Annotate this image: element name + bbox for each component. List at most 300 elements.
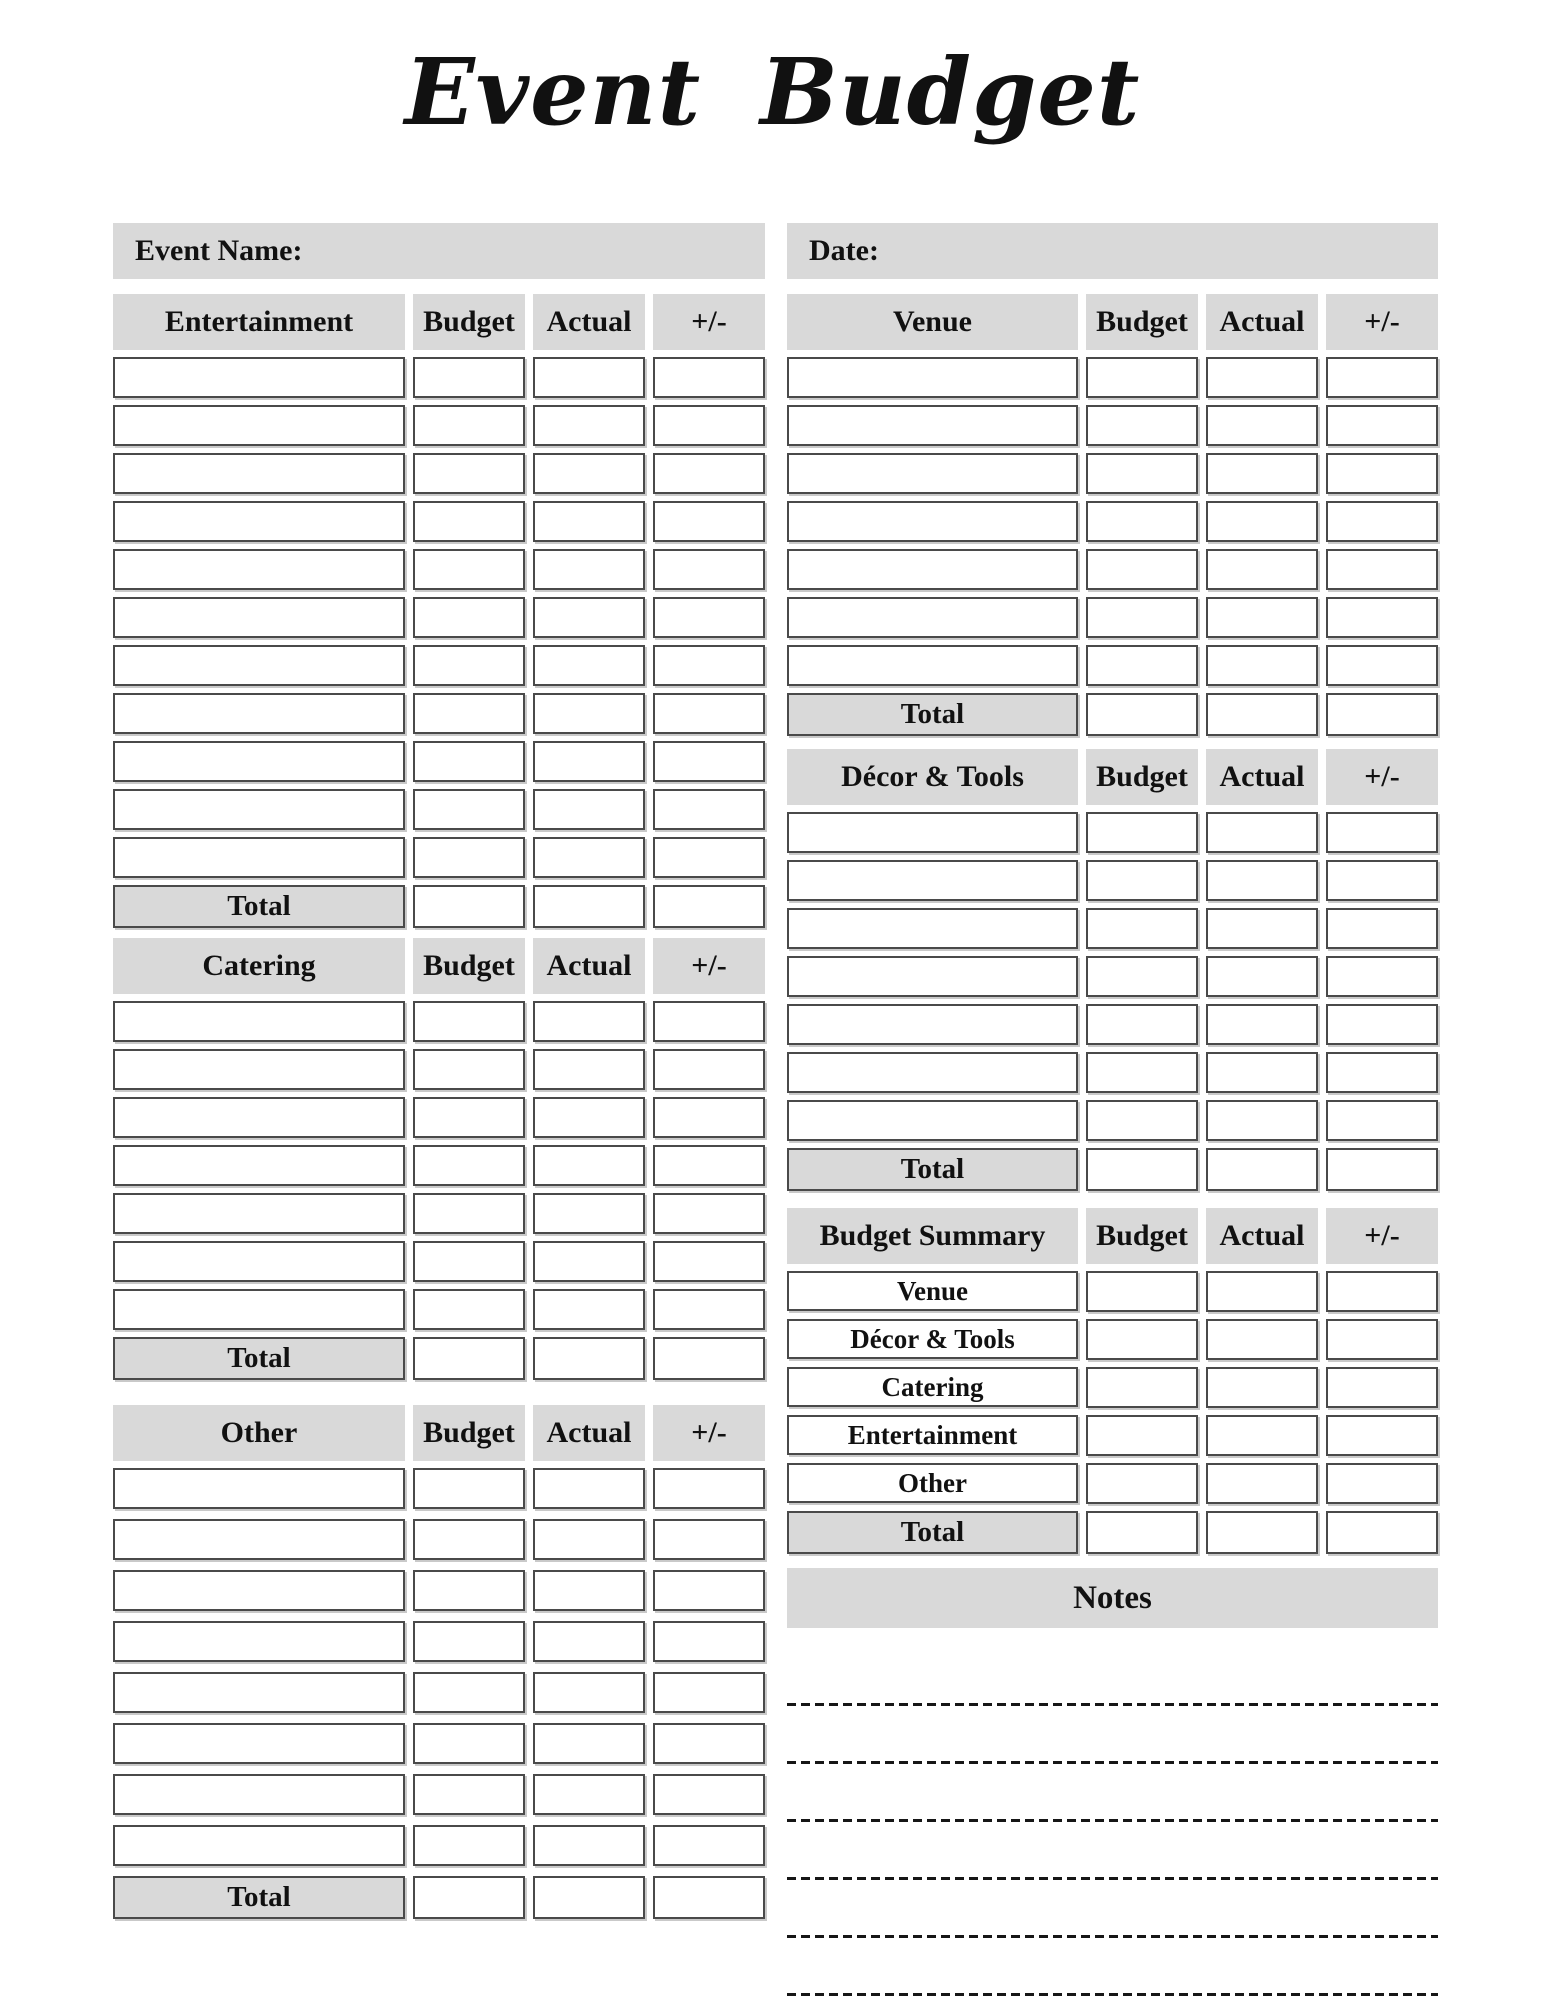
diff-cell[interactable]	[653, 597, 765, 638]
section-budget-summary	[787, 1208, 1438, 1554]
diff-cell[interactable]	[653, 645, 765, 686]
budget-cell[interactable]	[413, 1723, 525, 1764]
actual-cell[interactable]	[533, 1145, 645, 1186]
actual-cell[interactable]	[533, 1468, 645, 1509]
budget-cell[interactable]	[413, 789, 525, 830]
total-diff-cell[interactable]	[653, 1876, 765, 1919]
diff-cell[interactable]	[653, 405, 765, 446]
diff-cell[interactable]	[1326, 1100, 1438, 1141]
column-header-budget: Budget	[413, 938, 525, 994]
table-row	[787, 1052, 1438, 1093]
event-name-bar	[113, 223, 765, 279]
total-diff-cell[interactable]	[1326, 1148, 1438, 1191]
table-row	[787, 1004, 1438, 1045]
actual-cell[interactable]	[533, 1049, 645, 1090]
notes-section	[787, 1568, 1438, 2000]
budget-cell[interactable]	[413, 1049, 525, 1090]
item-name-cell[interactable]	[787, 645, 1078, 686]
budget-cell[interactable]	[1086, 453, 1198, 494]
actual-cell[interactable]	[533, 1621, 645, 1662]
diff-cell[interactable]	[653, 741, 765, 782]
budget-cell[interactable]	[1086, 1100, 1198, 1141]
table-row	[113, 741, 765, 782]
actual-cell[interactable]	[1206, 1004, 1318, 1045]
date-bar	[787, 223, 1438, 279]
item-name-cell[interactable]	[113, 405, 405, 446]
total-actual-cell[interactable]	[1206, 1148, 1318, 1191]
budget-cell[interactable]	[1086, 645, 1198, 686]
budget-cell[interactable]	[413, 357, 525, 398]
table-row	[113, 789, 765, 830]
summary-total-row	[787, 1511, 1438, 1554]
actual-cell[interactable]	[533, 1289, 645, 1330]
table-row	[113, 1193, 765, 1234]
item-name-cell[interactable]	[113, 1193, 405, 1234]
notes-writing-area	[787, 1703, 1438, 1996]
summary-label-cell: Décor & Tools	[787, 1319, 1078, 1359]
diff-cell[interactable]	[1326, 908, 1438, 949]
item-name-cell[interactable]	[113, 1621, 405, 1662]
budget-cell[interactable]	[1086, 908, 1198, 949]
actual-cell[interactable]	[1206, 549, 1318, 590]
item-name-cell[interactable]	[787, 357, 1078, 398]
table-row	[787, 645, 1438, 686]
column-header-budget: Budget	[413, 1405, 525, 1461]
total-diff-cell[interactable]	[653, 885, 765, 928]
diff-cell[interactable]	[1326, 1052, 1438, 1093]
table-row	[787, 597, 1438, 638]
diff-cell[interactable]	[653, 1193, 765, 1234]
item-name-cell[interactable]	[787, 597, 1078, 638]
column-header-actual: Actual	[1206, 749, 1318, 805]
item-name-cell[interactable]	[113, 1468, 405, 1509]
item-name-cell[interactable]	[113, 1774, 405, 1815]
actual-cell[interactable]	[533, 549, 645, 590]
item-name-cell[interactable]	[113, 1001, 405, 1042]
other-total-row	[113, 1876, 765, 1919]
note-line[interactable]	[787, 1761, 1438, 1764]
table-row	[787, 908, 1438, 949]
diff-cell[interactable]	[653, 1097, 765, 1138]
diff-cell[interactable]	[1326, 405, 1438, 446]
actual-cell[interactable]	[1206, 357, 1318, 398]
budget-summary-header-row	[787, 1208, 1438, 1264]
item-name-cell[interactable]	[113, 1519, 405, 1560]
actual-cell[interactable]	[533, 453, 645, 494]
column-header-budget: Budget	[413, 294, 525, 350]
summary-label-cell: Other	[787, 1463, 1078, 1503]
summary-actual-cell[interactable]	[1206, 1367, 1318, 1408]
note-line[interactable]	[787, 1993, 1438, 1996]
left-column	[113, 0, 765, 2000]
total-label-cell: Total	[787, 1148, 1078, 1191]
actual-cell[interactable]	[1206, 645, 1318, 686]
event-name-label: Event Name:	[135, 234, 303, 267]
table-row	[787, 812, 1438, 853]
item-name-cell[interactable]	[113, 549, 405, 590]
section-title-entertainment: Entertainment	[113, 294, 405, 350]
diff-cell[interactable]	[1326, 645, 1438, 686]
total-budget-cell[interactable]	[413, 1337, 525, 1380]
table-row	[113, 453, 765, 494]
table-row	[113, 1001, 765, 1042]
item-name-cell[interactable]	[787, 860, 1078, 901]
table-row	[113, 1723, 765, 1764]
total-budget-cell[interactable]	[1086, 693, 1198, 736]
column-header-actual: Actual	[533, 1405, 645, 1461]
notes-title: Notes	[1073, 1579, 1152, 1616]
budget-cell[interactable]	[1086, 812, 1198, 853]
diff-cell[interactable]	[653, 789, 765, 830]
item-name-cell[interactable]	[113, 741, 405, 782]
actual-cell[interactable]	[533, 405, 645, 446]
actual-cell[interactable]	[1206, 908, 1318, 949]
total-label-cell: Total	[113, 885, 405, 928]
budget-cell[interactable]	[1086, 405, 1198, 446]
total-actual-cell[interactable]	[533, 885, 645, 928]
actual-cell[interactable]	[533, 1001, 645, 1042]
budget-cell[interactable]	[413, 1570, 525, 1611]
actual-cell[interactable]	[1206, 453, 1318, 494]
section-other	[113, 1405, 765, 1919]
table-row	[113, 597, 765, 638]
diff-cell[interactable]	[653, 549, 765, 590]
diff-cell[interactable]	[653, 837, 765, 878]
decor-header-row	[787, 749, 1438, 805]
table-row	[113, 1774, 765, 1815]
diff-cell[interactable]	[1326, 597, 1438, 638]
column-header-diff: +/-	[1326, 1208, 1438, 1264]
budget-cell[interactable]	[413, 1468, 525, 1509]
item-name-cell[interactable]	[113, 645, 405, 686]
table-row	[787, 1100, 1438, 1141]
budget-cell[interactable]	[413, 1774, 525, 1815]
budget-cell[interactable]	[413, 1621, 525, 1662]
item-name-cell[interactable]	[113, 1145, 405, 1186]
summary-row	[787, 1415, 1438, 1456]
budget-cell[interactable]	[413, 1193, 525, 1234]
budget-cell[interactable]	[413, 1241, 525, 1282]
table-row	[787, 501, 1438, 542]
section-title-catering: Catering	[113, 938, 405, 994]
actual-cell[interactable]	[1206, 956, 1318, 997]
budget-cell[interactable]	[413, 501, 525, 542]
column-header-diff: +/-	[653, 294, 765, 350]
budget-cell[interactable]	[1086, 956, 1198, 997]
section-title-decor-tools: Décor & Tools	[787, 749, 1078, 805]
date-field[interactable]	[879, 223, 1438, 279]
actual-cell[interactable]	[533, 597, 645, 638]
summary-budget-cell[interactable]	[1086, 1271, 1198, 1312]
actual-cell[interactable]	[533, 1723, 645, 1764]
budget-cell[interactable]	[413, 405, 525, 446]
notes-header	[787, 1568, 1438, 1628]
diff-cell[interactable]	[653, 453, 765, 494]
column-header-actual: Actual	[533, 938, 645, 994]
budget-cell[interactable]	[413, 741, 525, 782]
table-row	[113, 645, 765, 686]
table-row	[113, 1519, 765, 1560]
actual-cell[interactable]	[533, 1570, 645, 1611]
catering-total-row	[113, 1337, 765, 1380]
summary-budget-cell[interactable]	[1086, 1367, 1198, 1408]
budget-cell[interactable]	[413, 597, 525, 638]
column-header-budget: Budget	[1086, 1208, 1198, 1264]
item-name-cell[interactable]	[113, 837, 405, 878]
budget-cell[interactable]	[1086, 1052, 1198, 1093]
item-name-cell[interactable]	[787, 405, 1078, 446]
summary-actual-cell[interactable]	[1206, 1319, 1318, 1360]
summary-diff-cell[interactable]	[1326, 1415, 1438, 1456]
table-row	[113, 1097, 765, 1138]
budget-cell[interactable]	[413, 693, 525, 734]
actual-cell[interactable]	[1206, 860, 1318, 901]
diff-cell[interactable]	[653, 1241, 765, 1282]
column-header-budget: Budget	[1086, 749, 1198, 805]
budget-cell[interactable]	[413, 1289, 525, 1330]
note-line[interactable]	[787, 1819, 1438, 1822]
date-label: Date:	[809, 234, 879, 267]
item-name-cell[interactable]	[113, 1049, 405, 1090]
venue-header-row	[787, 294, 1438, 350]
item-name-cell[interactable]	[787, 453, 1078, 494]
budget-cell[interactable]	[413, 453, 525, 494]
budget-cell[interactable]	[1086, 357, 1198, 398]
section-title-other: Other	[113, 1405, 405, 1461]
budget-cell[interactable]	[1086, 597, 1198, 638]
budget-cell[interactable]	[413, 1825, 525, 1866]
event-name-field[interactable]	[302, 223, 765, 279]
budget-cell[interactable]	[413, 549, 525, 590]
actual-cell[interactable]	[533, 501, 645, 542]
item-name-cell[interactable]	[113, 1825, 405, 1866]
actual-cell[interactable]	[1206, 1100, 1318, 1141]
diff-cell[interactable]	[1326, 812, 1438, 853]
budget-cell[interactable]	[413, 645, 525, 686]
section-title-budget-summary: Budget Summary	[787, 1208, 1078, 1264]
diff-cell[interactable]	[653, 357, 765, 398]
diff-cell[interactable]	[653, 1774, 765, 1815]
actual-cell[interactable]	[533, 1097, 645, 1138]
total-diff-cell[interactable]	[653, 1337, 765, 1380]
table-row	[113, 1570, 765, 1611]
summary-budget-cell[interactable]	[1086, 1415, 1198, 1456]
summary-label-cell: Catering	[787, 1367, 1078, 1407]
table-row	[113, 549, 765, 590]
column-header-diff: +/-	[653, 938, 765, 994]
entertainment-header-row	[113, 294, 765, 350]
table-row	[113, 1145, 765, 1186]
column-header-diff: +/-	[1326, 749, 1438, 805]
table-row	[787, 405, 1438, 446]
diff-cell[interactable]	[1326, 549, 1438, 590]
diff-cell[interactable]	[653, 1621, 765, 1662]
table-row	[113, 405, 765, 446]
item-name-cell[interactable]	[787, 1052, 1078, 1093]
diff-cell[interactable]	[1326, 501, 1438, 542]
table-row	[113, 501, 765, 542]
item-name-cell[interactable]	[113, 597, 405, 638]
diff-cell[interactable]	[653, 501, 765, 542]
actual-cell[interactable]	[533, 1825, 645, 1866]
table-row	[113, 1241, 765, 1282]
total-budget-cell[interactable]	[413, 885, 525, 928]
total-diff-cell[interactable]	[1326, 1511, 1438, 1554]
diff-cell[interactable]	[653, 1049, 765, 1090]
actual-cell[interactable]	[533, 693, 645, 734]
table-row	[787, 549, 1438, 590]
summary-actual-cell[interactable]	[1206, 1271, 1318, 1312]
actual-cell[interactable]	[533, 741, 645, 782]
note-line[interactable]	[787, 1703, 1438, 1706]
section-entertainment	[113, 294, 765, 928]
entertainment-total-row	[113, 885, 765, 928]
venue-total-row	[787, 693, 1438, 736]
item-name-cell[interactable]	[113, 1723, 405, 1764]
diff-cell[interactable]	[653, 1145, 765, 1186]
actual-cell[interactable]	[533, 1241, 645, 1282]
actual-cell[interactable]	[533, 357, 645, 398]
item-name-cell[interactable]	[113, 357, 405, 398]
right-column	[787, 0, 1438, 2000]
section-title-venue: Venue	[787, 294, 1078, 350]
budget-cell[interactable]	[413, 1145, 525, 1186]
page-title: Event Budget	[404, 38, 1141, 146]
item-name-cell[interactable]	[113, 1672, 405, 1713]
catering-header-row	[113, 938, 765, 994]
summary-row	[787, 1367, 1438, 1408]
summary-diff-cell[interactable]	[1326, 1367, 1438, 1408]
total-budget-cell[interactable]	[413, 1876, 525, 1919]
column-header-diff: +/-	[1326, 294, 1438, 350]
diff-cell[interactable]	[653, 1289, 765, 1330]
summary-budget-cell[interactable]	[1086, 1463, 1198, 1504]
diff-cell[interactable]	[1326, 956, 1438, 997]
budget-cell[interactable]	[413, 1672, 525, 1713]
total-actual-cell[interactable]	[533, 1876, 645, 1919]
table-row	[113, 1825, 765, 1866]
budget-cell[interactable]	[1086, 549, 1198, 590]
item-name-cell[interactable]	[787, 1004, 1078, 1045]
diff-cell[interactable]	[653, 1519, 765, 1560]
summary-budget-cell[interactable]	[1086, 1319, 1198, 1360]
diff-cell[interactable]	[653, 1468, 765, 1509]
actual-cell[interactable]	[533, 1519, 645, 1560]
note-line[interactable]	[787, 1877, 1438, 1880]
column-header-diff: +/-	[653, 1405, 765, 1461]
diff-cell[interactable]	[653, 1570, 765, 1611]
actual-cell[interactable]	[533, 1774, 645, 1815]
item-name-cell[interactable]	[787, 956, 1078, 997]
total-label-cell: Total	[113, 1876, 405, 1919]
table-row	[113, 1468, 765, 1509]
diff-cell[interactable]	[653, 1672, 765, 1713]
table-row	[787, 860, 1438, 901]
actual-cell[interactable]	[533, 645, 645, 686]
actual-cell[interactable]	[533, 1672, 645, 1713]
budget-cell[interactable]	[413, 1519, 525, 1560]
actual-cell[interactable]	[533, 789, 645, 830]
section-venue	[787, 294, 1438, 736]
actual-cell[interactable]	[533, 837, 645, 878]
summary-diff-cell[interactable]	[1326, 1319, 1438, 1360]
total-diff-cell[interactable]	[1326, 693, 1438, 736]
summary-row	[787, 1319, 1438, 1360]
item-name-cell[interactable]	[113, 1570, 405, 1611]
total-budget-cell[interactable]	[1086, 1148, 1198, 1191]
summary-row	[787, 1463, 1438, 1504]
item-name-cell[interactable]	[113, 693, 405, 734]
item-name-cell[interactable]	[113, 1241, 405, 1282]
actual-cell[interactable]	[533, 1193, 645, 1234]
summary-actual-cell[interactable]	[1206, 1463, 1318, 1504]
summary-row	[787, 1271, 1438, 1312]
total-label-cell: Total	[113, 1337, 405, 1380]
item-name-cell[interactable]	[787, 812, 1078, 853]
summary-diff-cell[interactable]	[1326, 1271, 1438, 1312]
item-name-cell[interactable]	[113, 1289, 405, 1330]
total-actual-cell[interactable]	[1206, 1511, 1318, 1554]
budget-cell[interactable]	[1086, 1004, 1198, 1045]
diff-cell[interactable]	[1326, 357, 1438, 398]
actual-cell[interactable]	[1206, 1052, 1318, 1093]
diff-cell[interactable]	[1326, 860, 1438, 901]
item-name-cell[interactable]	[113, 789, 405, 830]
item-name-cell[interactable]	[113, 1097, 405, 1138]
total-actual-cell[interactable]	[1206, 693, 1318, 736]
summary-label-cell: Venue	[787, 1271, 1078, 1311]
budget-cell[interactable]	[413, 1001, 525, 1042]
summary-actual-cell[interactable]	[1206, 1415, 1318, 1456]
item-name-cell[interactable]	[787, 549, 1078, 590]
table-row	[113, 1621, 765, 1662]
item-name-cell[interactable]	[787, 1100, 1078, 1141]
budget-cell[interactable]	[1086, 860, 1198, 901]
total-label-cell: Total	[787, 693, 1078, 736]
diff-cell[interactable]	[1326, 453, 1438, 494]
total-budget-cell[interactable]	[1086, 1511, 1198, 1554]
actual-cell[interactable]	[1206, 597, 1318, 638]
table-row	[113, 1672, 765, 1713]
diff-cell[interactable]	[653, 1825, 765, 1866]
diff-cell[interactable]	[1326, 1004, 1438, 1045]
table-row	[787, 956, 1438, 997]
diff-cell[interactable]	[653, 1723, 765, 1764]
summary-diff-cell[interactable]	[1326, 1463, 1438, 1504]
section-catering	[113, 938, 765, 1380]
item-name-cell[interactable]	[113, 501, 405, 542]
actual-cell[interactable]	[1206, 405, 1318, 446]
actual-cell[interactable]	[1206, 501, 1318, 542]
table-row	[113, 357, 765, 398]
table-row	[113, 837, 765, 878]
actual-cell[interactable]	[1206, 812, 1318, 853]
column-header-actual: Actual	[1206, 294, 1318, 350]
item-name-cell[interactable]	[113, 453, 405, 494]
item-name-cell[interactable]	[787, 908, 1078, 949]
item-name-cell[interactable]	[787, 501, 1078, 542]
budget-cell[interactable]	[413, 837, 525, 878]
table-row	[113, 1049, 765, 1090]
diff-cell[interactable]	[653, 693, 765, 734]
column-header-actual: Actual	[1206, 1208, 1318, 1264]
diff-cell[interactable]	[653, 1001, 765, 1042]
note-line[interactable]	[787, 1935, 1438, 1938]
total-actual-cell[interactable]	[533, 1337, 645, 1380]
budget-cell[interactable]	[1086, 501, 1198, 542]
summary-label-cell: Entertainment	[787, 1415, 1078, 1455]
budget-cell[interactable]	[413, 1097, 525, 1138]
